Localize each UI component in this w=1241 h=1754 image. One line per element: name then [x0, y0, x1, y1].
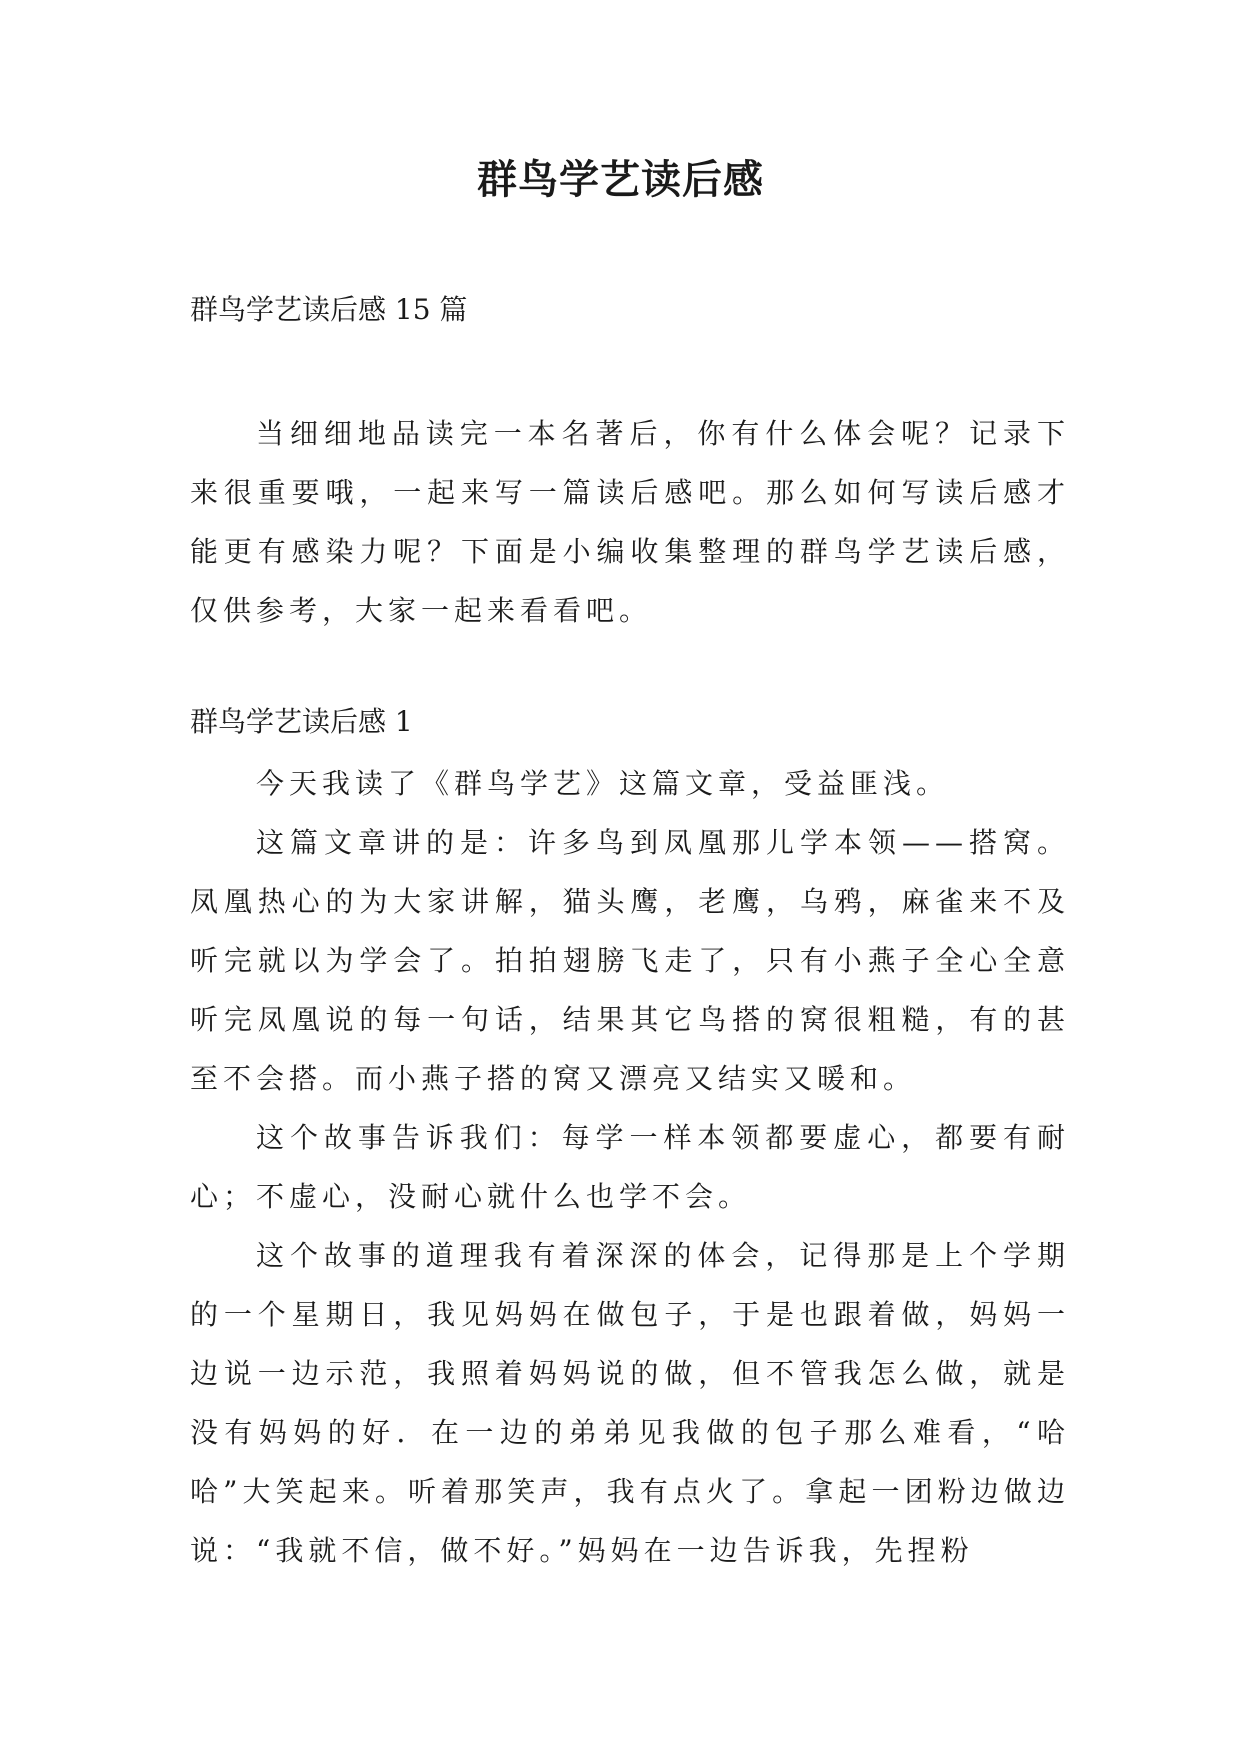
document-subtitle: 群鸟学艺读后感 15 篇 [190, 293, 468, 326]
body-paragraph-4: 这个故事的道理我有着深深的体会，记得那是上个学期的一个星期日，我见妈妈在做包子，于是也跟着做，妈妈一边说一边示范，我照着妈妈说的做，但不管我怎么做，就是没有妈妈的好．在一边的弟弟见我做的包子那么难看，“哈哈”大笑起来。听着那笑声，我有点火了。拿起一团粉边做边说：“我就不信，做不好。”妈妈在一边告诉我，先捏粉 [190, 1239, 1070, 1567]
body-paragraph-3: 这个故事告诉我们：每学一样本领都要虚心，都要有耐心；不虚心，没耐心就什么也学不会。 [190, 1121, 1070, 1213]
body-paragraph-1: 今天我读了《群鸟学艺》这篇文章，受益匪浅。 [256, 767, 950, 800]
document-title: 群鸟学艺读后感 [477, 156, 764, 203]
intro-paragraph: 当细细地品读完一本名著后，你有什么体会呢？记录下来很重要哦，一起来写一篇读后感吧。那么如何写读后感才能更有感染力呢？下面是小编收集整理的群鸟学艺读后感，仅供参考，大家一起来看看吧。 [190, 417, 1070, 627]
body-paragraph-2: 这篇文章讲的是：许多鸟到凤凰那儿学本领——搭窝。凤凰热心的为大家讲解，猫头鹰，老鹰，乌鸦，麻雀来不及听完就以为学会了。拍拍翅膀飞走了，只有小燕子全心全意听完凤凰说的每一句话，结果其它鸟搭的窝很粗糙，有的甚至不会搭。而小燕子搭的窝又漂亮又结实又暖和。 [190, 826, 1070, 1095]
essay-body [190, 754, 1070, 1580]
section-heading: 群鸟学艺读后感 1 [190, 705, 413, 738]
intro-section [190, 404, 1070, 640]
